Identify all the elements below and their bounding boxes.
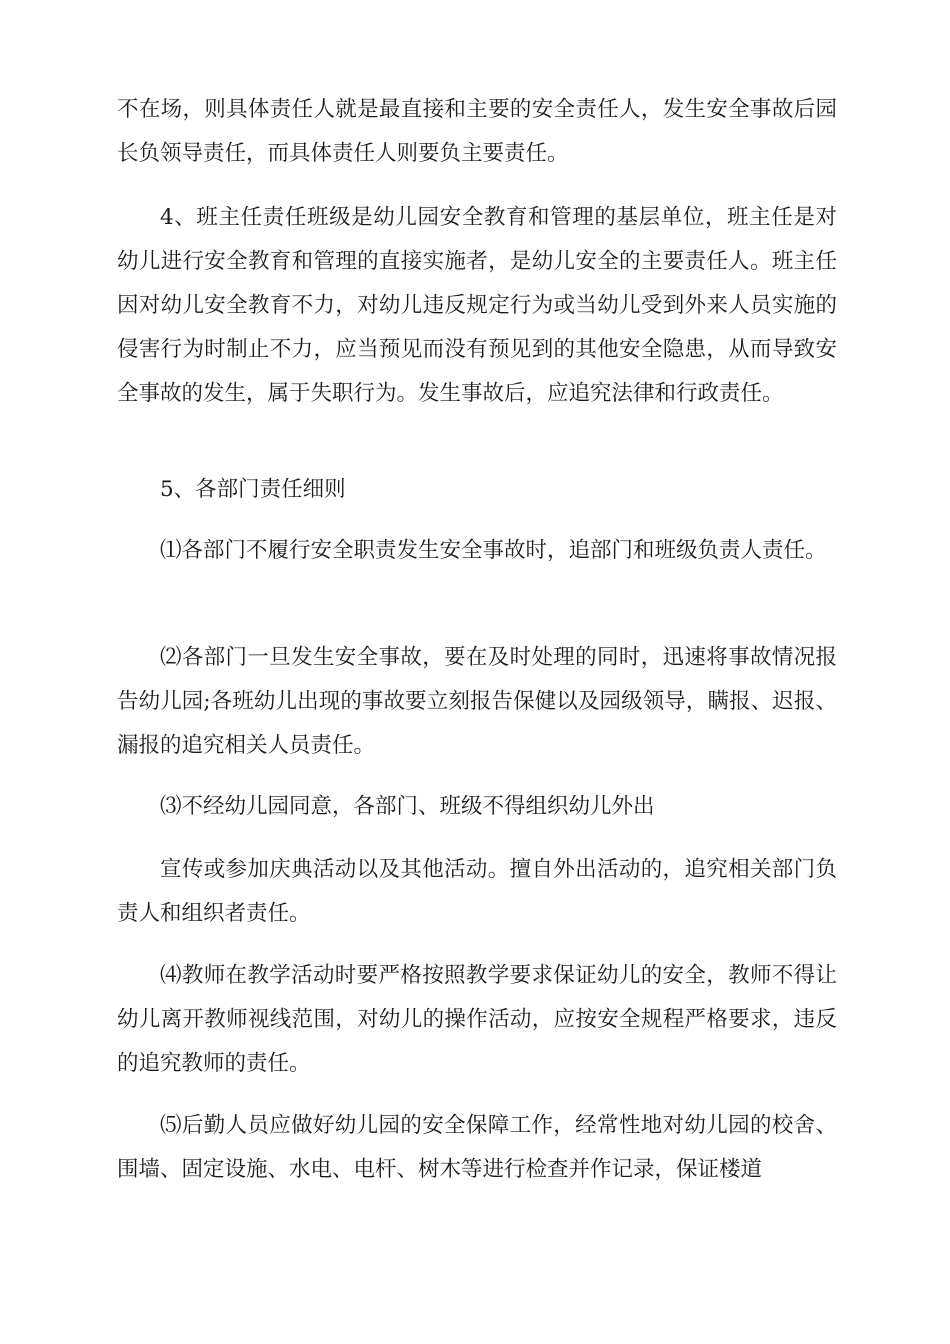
paragraph-class-teacher-responsibility: 4、班主任责任班级是幼儿园安全教育和管理的基层单位，班主任是对幼儿进行安全教育和管理的直接实施者，是幼儿安全的主要责任人。班主任因对幼儿安全教育不力，对幼儿违反规定行为或当幼儿受到外来人员实施的侵害行为时制止不力，应当预见而没有预见到的其他安全隐患，从而导致安全事故的发生，属于失职行为。发生事故后，应追究法律和行政责任。 bbox=[117, 205, 837, 406]
paragraph-continuation: 不在场，则具体责任人就是最直接和主要的安全责任人，发生安全事故后园长负领导责任，而具体责任人则要负主要责任。 bbox=[117, 97, 837, 166]
section-heading-department-rules: 5、各部门责任细则 bbox=[160, 477, 346, 502]
rule-item-5: ⑸后勤人员应做好幼儿园的安全保障工作，经常性地对幼儿园的校舍、围墙、固定设施、水电、电杆、树木等进行检查并作记录，保证楼道 bbox=[117, 1113, 837, 1182]
rule-item-1: ⑴各部门不履行安全职责发生安全事故时，追部门和班级负责人责任。 bbox=[160, 538, 827, 563]
rule-item-3: ⑶不经幼儿园同意，各部门、班级不得组织幼儿外出 bbox=[160, 794, 655, 819]
rule-item-2: ⑵各部门一旦发生安全事故，要在及时处理的同时，迅速将事故情况报告幼儿园;各班幼儿出现的事故要立刻报告保健以及园级领导，瞒报、迟报、漏报的追究相关人员责任。 bbox=[117, 645, 837, 758]
rule-item-4: ⑷教师在教学活动时要严格按照教学要求保证幼儿的安全，教师不得让幼儿离开教师视线范围，对幼儿的操作活动，应按安全规程严格要求，违反的追究教师的责任。 bbox=[117, 963, 837, 1076]
rule-item-3-continued: 宣传或参加庆典活动以及其他活动。擅自外出活动的，追究相关部门负责人和组织者责任。 bbox=[117, 857, 837, 926]
